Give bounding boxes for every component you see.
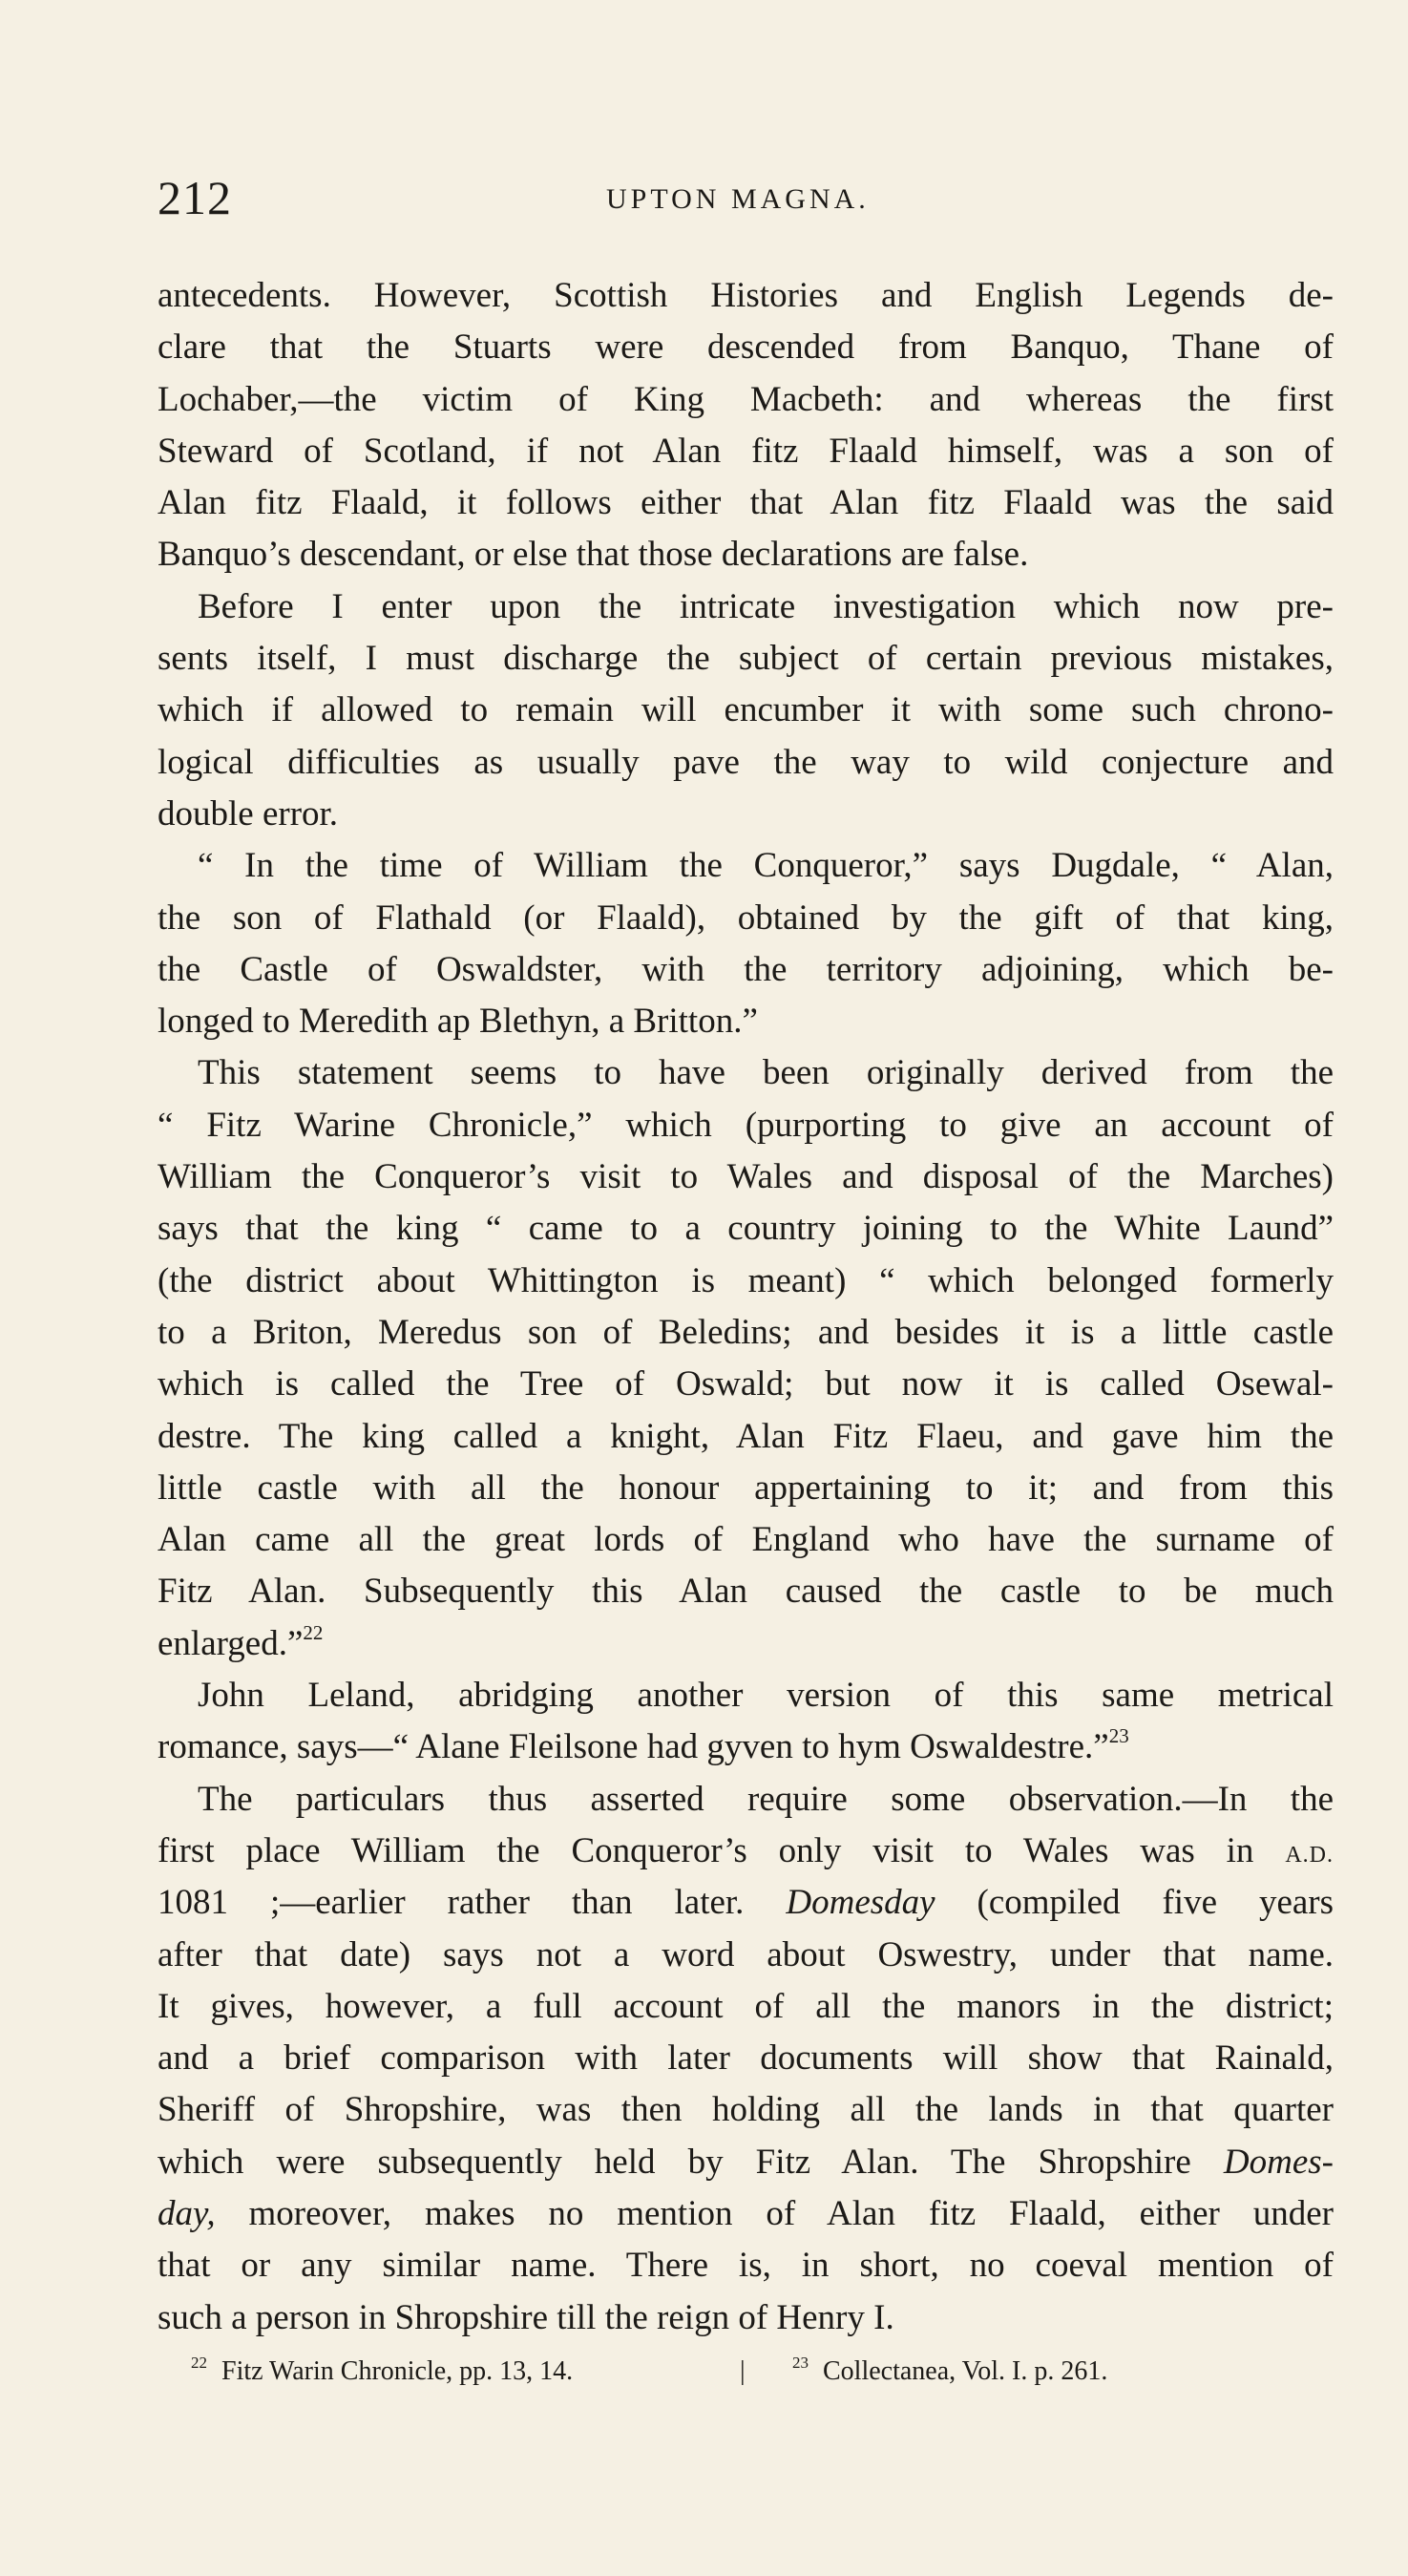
line-text: (the district about Whittington is meant) “ which belonged formerly bbox=[158, 1260, 1334, 1300]
text-line bbox=[158, 2084, 1334, 2136]
text-line bbox=[158, 477, 1334, 529]
text-line bbox=[158, 322, 1334, 373]
text-line bbox=[158, 1721, 1334, 1773]
line-text: double error. bbox=[158, 793, 339, 834]
footnote-22-text: Fitz Warin Chronicle, pp. 13, 14. bbox=[221, 2356, 574, 2386]
line-text: which is called the Tree of Oswald; but now it is called Osewal- bbox=[158, 1364, 1334, 1404]
text-line bbox=[158, 529, 1334, 581]
text-line bbox=[158, 1566, 1334, 1617]
line-text: such a person in Shropshire till the reign of Henry I. bbox=[158, 2297, 894, 2337]
line-text: “ Fitz Warine Chronicle,” which (purporting to give an account of bbox=[158, 1105, 1334, 1145]
footnote-22 bbox=[191, 2356, 573, 2387]
line-text: that or any similar name. There is, in short, no coeval mention of bbox=[158, 2246, 1334, 2286]
text-line bbox=[158, 1618, 1334, 1670]
line-text: Alan fitz Flaald, it follows either that Alan fitz Flaald was the said bbox=[158, 483, 1334, 523]
line-text: Before I enter upon the intricate investigation which now pre- bbox=[198, 586, 1334, 626]
line-text: sents itself, I must discharge the subject of certain previous mistakes, bbox=[158, 639, 1334, 679]
text-line bbox=[158, 2033, 1334, 2084]
text-line bbox=[158, 840, 1334, 892]
footnote-separator: | bbox=[740, 2356, 746, 2386]
text-line bbox=[158, 685, 1334, 736]
line-text: enlarged.” bbox=[158, 1623, 304, 1663]
text-line bbox=[158, 1930, 1334, 1981]
line-text: and a brief comparison with later documents will show that Rainald, bbox=[158, 2038, 1334, 2079]
line-text: destre. The king called a knight, Alan Fitz Flaeu, and gave him the bbox=[158, 1416, 1334, 1456]
line-text: moreover, makes no mention of Alan fitz Flaald, either under bbox=[215, 2193, 1334, 2233]
line-text: the son of Flathald (or Flaald), obtained by the gift of that king, bbox=[158, 897, 1334, 938]
text-line bbox=[158, 1047, 1334, 1099]
line-text: It gives, however, a full account of all the manors in the district; bbox=[158, 1986, 1334, 2026]
line-text: Sheriff of Shropshire, was then holding all the lands in that quarter bbox=[158, 2090, 1334, 2130]
text-line bbox=[158, 2188, 1334, 2240]
footnote-22-number: 22 bbox=[191, 2354, 207, 2372]
line-text: the Castle of Oswaldster, with the territory adjoining, which be- bbox=[158, 949, 1334, 989]
line-text: Banquo’s descendant, or else that those declarations are false. bbox=[158, 535, 1029, 575]
text-line bbox=[158, 1981, 1334, 2033]
line-text: logical difficulties as usually pave the way to wild conjecture and bbox=[158, 742, 1334, 782]
line-text: 1081 ;—earlier rather than later. bbox=[158, 1883, 787, 1923]
text-line bbox=[158, 2240, 1334, 2291]
footnote-23-text: Collectanea, Vol. I. p. 261. bbox=[823, 2356, 1108, 2386]
text-line bbox=[158, 426, 1334, 477]
text-line bbox=[158, 1877, 1334, 1929]
footnote-reference: 22 bbox=[303, 1620, 324, 1644]
text-line bbox=[158, 633, 1334, 685]
line-text: William the Conqueror’s visit to Wales and disposal of the Marches) bbox=[158, 1157, 1334, 1197]
page-number: 212 bbox=[158, 171, 232, 224]
line-text: to a Briton, Meredus son of Beledins; and besides it is a little castle bbox=[158, 1312, 1334, 1352]
line-text: says that the king “ came to a country joining to the White Laund” bbox=[158, 1209, 1334, 1249]
line-text: romance, says—“ Alane Fleilsone had gyven to hym Oswaldestre.” bbox=[158, 1727, 1109, 1767]
line-text: Fitz Alan. Subsequently this Alan caused the castle to be much bbox=[158, 1572, 1334, 1612]
line-text: clare that the Stuarts were descended from Banquo, Thane of bbox=[158, 327, 1334, 368]
text-line bbox=[158, 374, 1334, 426]
text-line bbox=[158, 1100, 1334, 1151]
small-caps-text: A.D. bbox=[1285, 1842, 1334, 1868]
footnote-reference: 23 bbox=[1108, 1724, 1129, 1748]
text-line bbox=[158, 1256, 1334, 1307]
line-text: which if allowed to remain will encumber it with some such chrono- bbox=[158, 690, 1334, 730]
italic-text: Domes- bbox=[1223, 2142, 1334, 2182]
line-text: antecedents. However, Scottish Histories and English Legends de- bbox=[158, 276, 1334, 315]
text-line bbox=[158, 1307, 1334, 1359]
text-line bbox=[158, 1774, 1334, 1826]
page-header bbox=[158, 170, 1351, 227]
body-text bbox=[158, 270, 1334, 2344]
text-line bbox=[158, 944, 1334, 996]
line-text: which were subsequently held by Fitz Alan. The Shropshire bbox=[158, 2142, 1224, 2182]
text-line bbox=[158, 1359, 1334, 1410]
text-line bbox=[158, 1203, 1334, 1255]
text-line bbox=[158, 737, 1334, 789]
line-text: John Leland, abridging another version of this same metrical bbox=[198, 1676, 1334, 1716]
line-text: longed to Meredith ap Blethyn, a Britton.” bbox=[158, 1002, 758, 1042]
italic-text: day, bbox=[158, 2193, 216, 2233]
text-line bbox=[158, 2137, 1334, 2188]
line-text: The particulars thus asserted require some observation.—In the bbox=[198, 1779, 1334, 1819]
text-line bbox=[158, 2292, 1334, 2344]
text-line bbox=[158, 1411, 1334, 1463]
text-line bbox=[158, 1514, 1334, 1566]
text-line bbox=[158, 1670, 1334, 1721]
line-text: (compiled five years bbox=[935, 1883, 1334, 1923]
footnote-23 bbox=[792, 2356, 1107, 2387]
italic-text: Domesday bbox=[786, 1883, 935, 1923]
text-line bbox=[158, 1463, 1334, 1514]
footnote-23-number: 23 bbox=[792, 2354, 809, 2372]
line-text: Lochaber,—the victim of King Macbeth: and whereas the first bbox=[158, 379, 1334, 419]
text-line bbox=[158, 270, 1334, 322]
line-text: after that date) says not a word about Oswestry, under that name. bbox=[158, 1934, 1334, 1974]
text-line bbox=[158, 581, 1334, 633]
text-line bbox=[158, 893, 1334, 944]
text-line bbox=[158, 1826, 1334, 1877]
line-text: little castle with all the honour appertaining to it; and from this bbox=[158, 1467, 1334, 1508]
line-text: “ In the time of William the Conqueror,” says Dugdale, “ Alan, bbox=[198, 846, 1334, 886]
running-head: UPTON MAGNA. bbox=[606, 183, 870, 215]
text-line bbox=[158, 789, 1334, 840]
text-line bbox=[158, 996, 1334, 1047]
line-text: This statement seems to have been originally derived from the bbox=[198, 1053, 1334, 1093]
line-text: first place William the Conqueror’s only visit to Wales was in bbox=[158, 1830, 1286, 1870]
line-text: Alan came all the great lords of England who have the surname of bbox=[158, 1520, 1334, 1560]
line-text: Steward of Scotland, if not Alan fitz Flaald himself, was a son of bbox=[158, 431, 1334, 471]
text-line bbox=[158, 1151, 1334, 1203]
